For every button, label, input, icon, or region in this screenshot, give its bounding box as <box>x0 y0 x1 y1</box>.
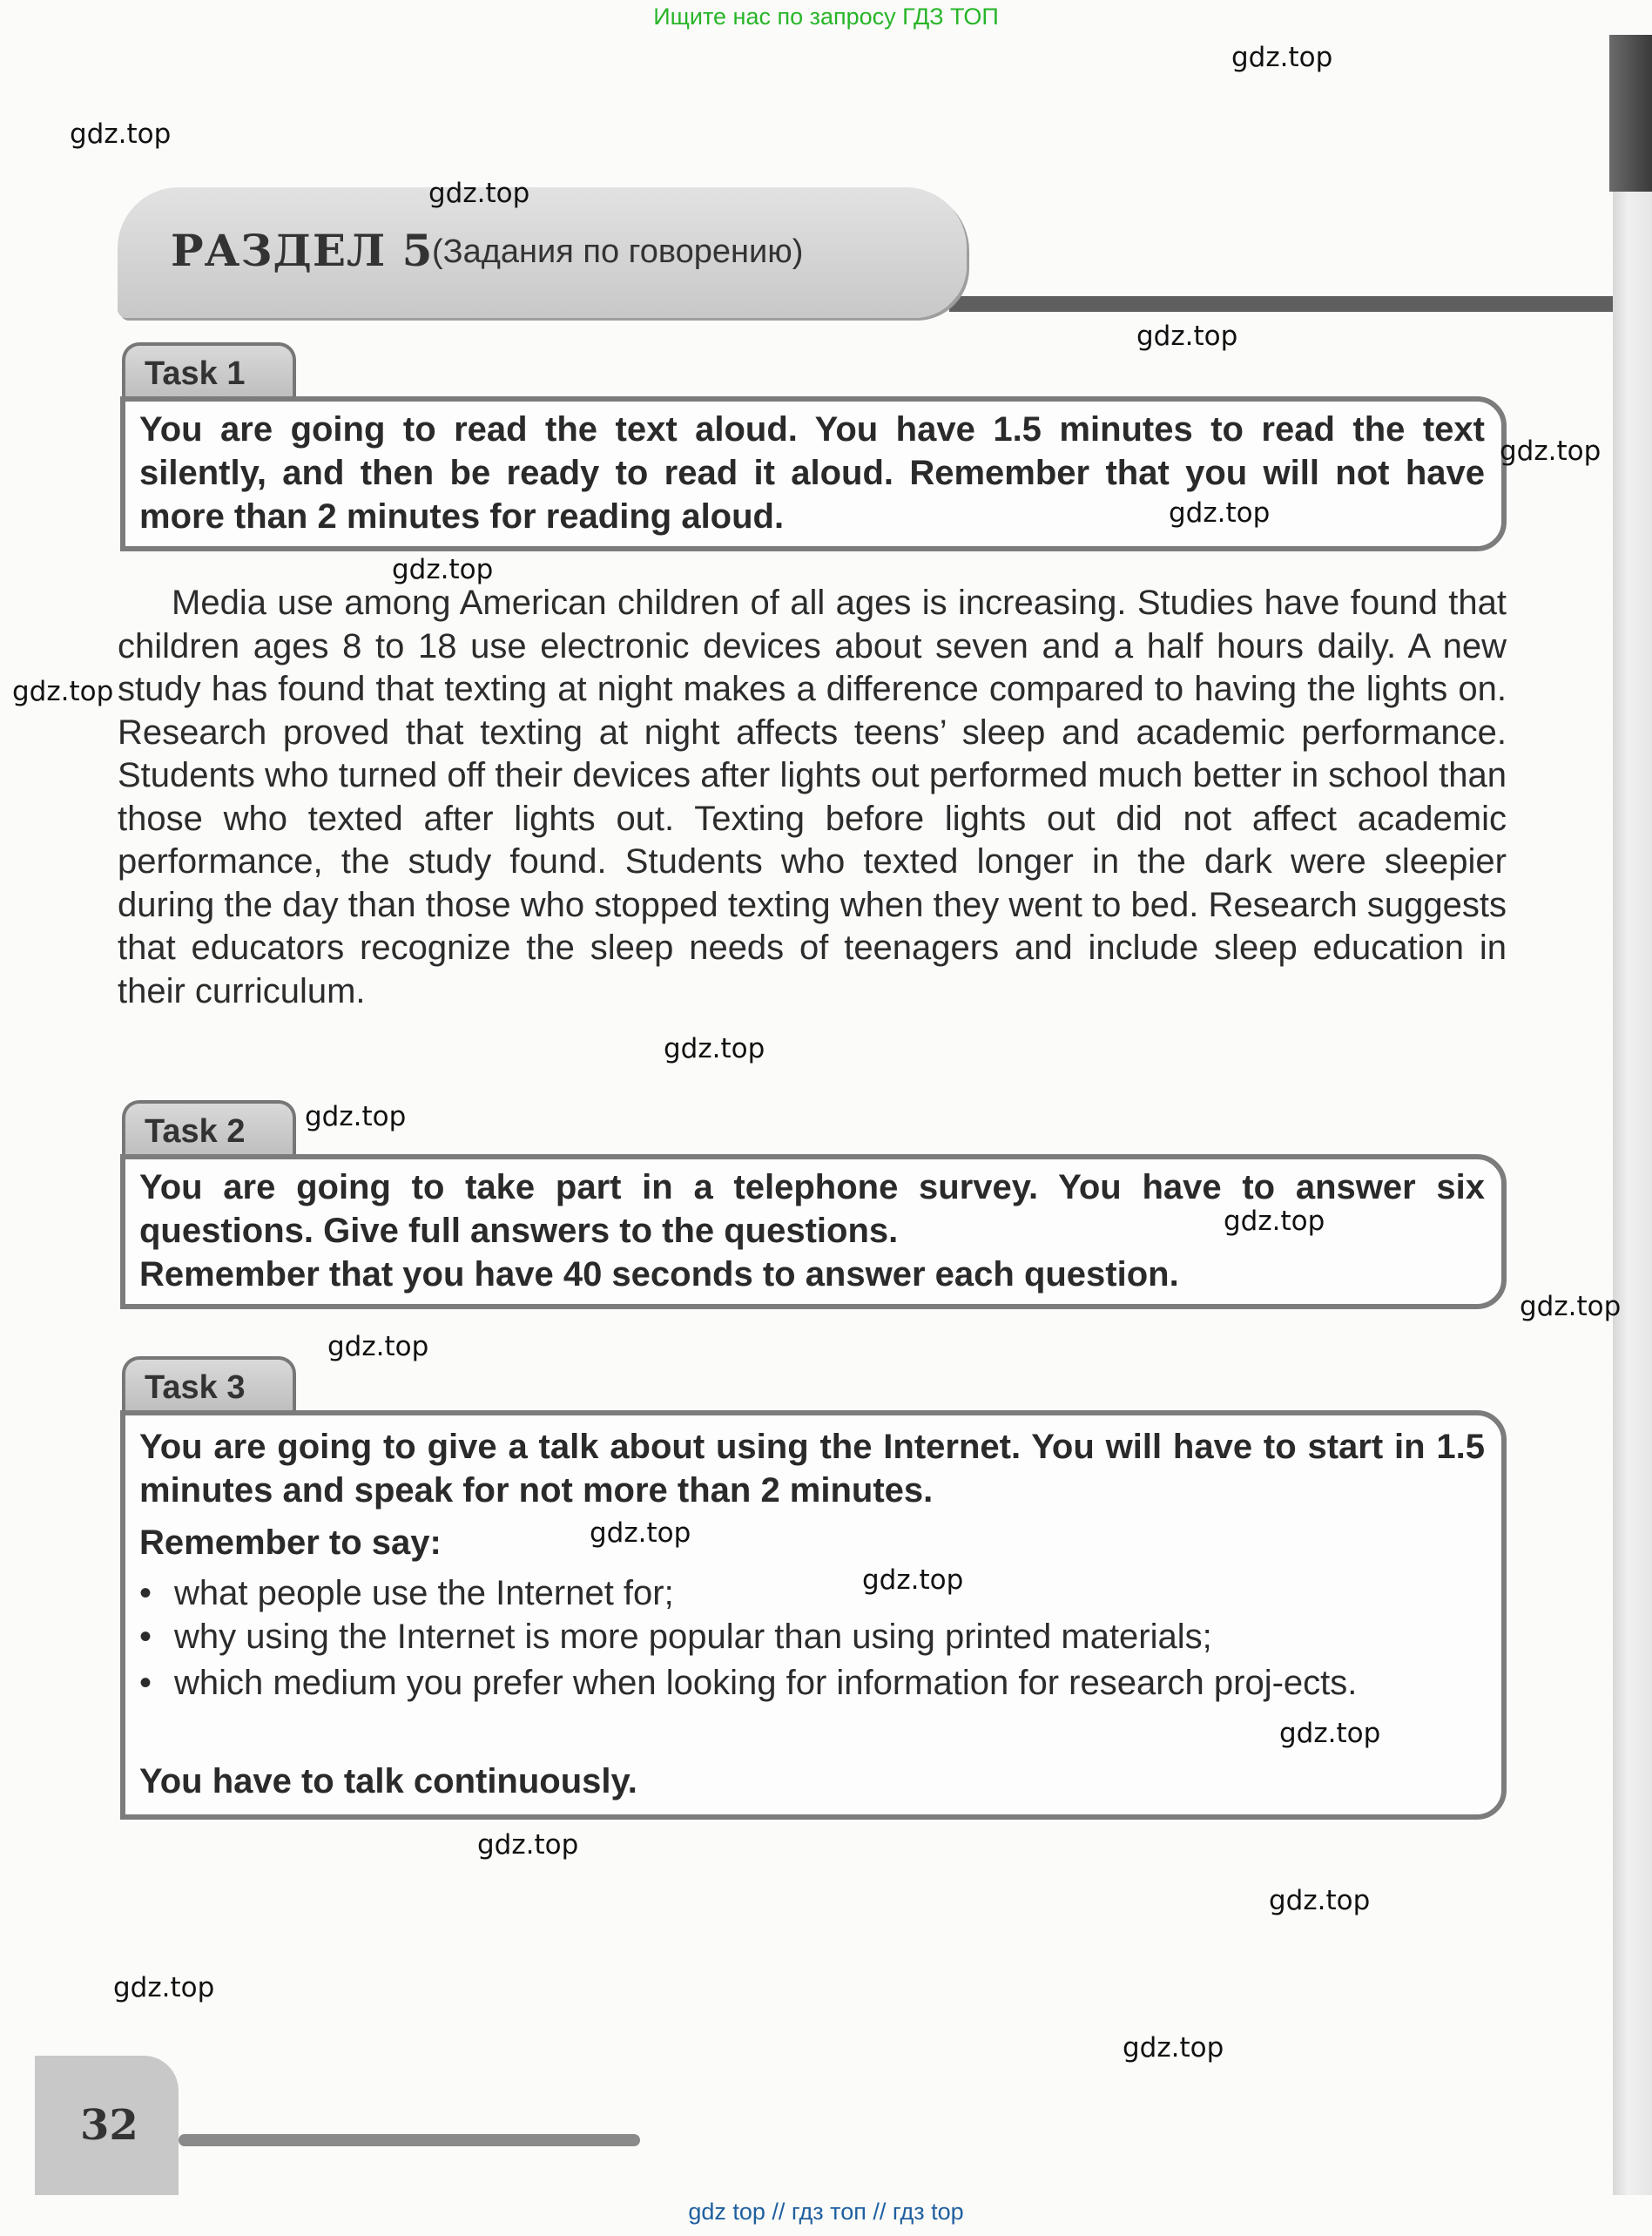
watermark[interactable]: gdz.top <box>327 1331 429 1362</box>
watermark[interactable]: gdz.top <box>862 1564 964 1596</box>
task3-tab: Task 3 <box>122 1356 296 1414</box>
section-title: РАЗДЕЛ 5 <box>171 225 434 276</box>
watermark[interactable]: gdz.top <box>1123 2032 1224 2064</box>
task2-line1: You are going to take part in a telephone survey. You have to answer six questions. Give full answers to the questions. <box>139 1168 1485 1250</box>
watermark[interactable]: gdz.top <box>1169 497 1271 529</box>
section-subtitle: (Задания по говорению) <box>432 233 804 270</box>
bullet-text: which medium you prefer when looking for information for research proj-ects. <box>174 1664 1358 1702</box>
watermark[interactable]: gdz.top <box>664 1033 765 1064</box>
reading-paragraph: Media use among American children of all ages is increasing. Studies have found that children ages 8 to 18 use electronic devices about seven and a half hours daily. A new study has found that texting at night makes a difference compared to having the lights on. Research proved that texting at night affects teens’ sleep and academic performance. Students who turned off their devices after lights out performed much better in school than those who texted after lights out. Texting before lights out did not affect academic performance, the study found. Students who texted longer in the dark were sleepier during the day than those who stopped texting when they went to bed. Research suggests that educators recognize the sleep needs of teenagers and include sleep education in their curriculum. <box>118 584 1507 1010</box>
reading-text <box>118 582 1507 1013</box>
bottom-banner[interactable]: gdz top // гдз топ // гдз top <box>688 2199 964 2225</box>
watermark[interactable]: gdz.top <box>590 1517 691 1549</box>
watermark[interactable]: gdz.top <box>12 676 114 707</box>
watermark[interactable]: gdz.top <box>1520 1291 1622 1322</box>
watermark[interactable]: gdz.top <box>113 1972 215 2003</box>
task3-intro: You are going to give a talk about using the Internet. You will have to start in 1.5 minutes and speak for not more than 2 minutes. <box>139 1428 1485 1510</box>
watermark[interactable]: gdz.top <box>477 1829 579 1861</box>
watermark[interactable]: gdz.top <box>1136 321 1238 352</box>
watermark[interactable]: gdz.top <box>70 118 172 150</box>
page-edge <box>1613 35 1652 2195</box>
watermark[interactable]: gdz.top <box>305 1101 407 1132</box>
task3-bullet: • which medium you prefer when looking for information for research proj-ects. <box>139 1661 1485 1748</box>
task2-line2: Remember that you have 40 seconds to answer each question. <box>139 1255 1179 1294</box>
watermark[interactable]: gdz.top <box>1224 1206 1325 1237</box>
watermark[interactable]: gdz.top <box>1279 1718 1381 1749</box>
watermark[interactable]: gdz.top <box>392 554 494 585</box>
watermark[interactable]: gdz.top <box>1500 436 1601 467</box>
task2-tab: Task 2 <box>122 1100 296 1158</box>
watermark[interactable]: gdz.top <box>1231 42 1333 73</box>
task3-bullet: • what people use the Internet for; <box>139 1574 1485 1618</box>
bullet-text: what people use the Internet for; <box>174 1574 674 1612</box>
task1-instructions: You are going to read the text aloud. You have 1.5 minutes to read the text silently, and then be ready to read it aloud. Remember that you will not have more than 2 minutes for reading aloud. <box>139 410 1485 536</box>
task3-closing: You have to talk continuously. <box>139 1762 637 1800</box>
bullet-text: why using the Internet is more popular than using printed materials; <box>174 1618 1212 1656</box>
footer-rule <box>179 2134 640 2146</box>
watermark[interactable]: gdz.top <box>428 178 530 209</box>
top-banner[interactable]: Ищите нас по запросу ГДЗ ТОП <box>653 3 999 30</box>
section-divider <box>949 296 1613 312</box>
watermark[interactable]: gdz.top <box>1269 1885 1371 1916</box>
task1-tab: Task 1 <box>122 342 296 400</box>
page-edge-shadow <box>1609 35 1652 192</box>
page-number: 32 <box>80 2101 138 2150</box>
task3-remember: Remember to say: <box>139 1523 442 1562</box>
task3-bullet: • why using the Internet is more popular than using printed materials; <box>139 1618 1485 1661</box>
